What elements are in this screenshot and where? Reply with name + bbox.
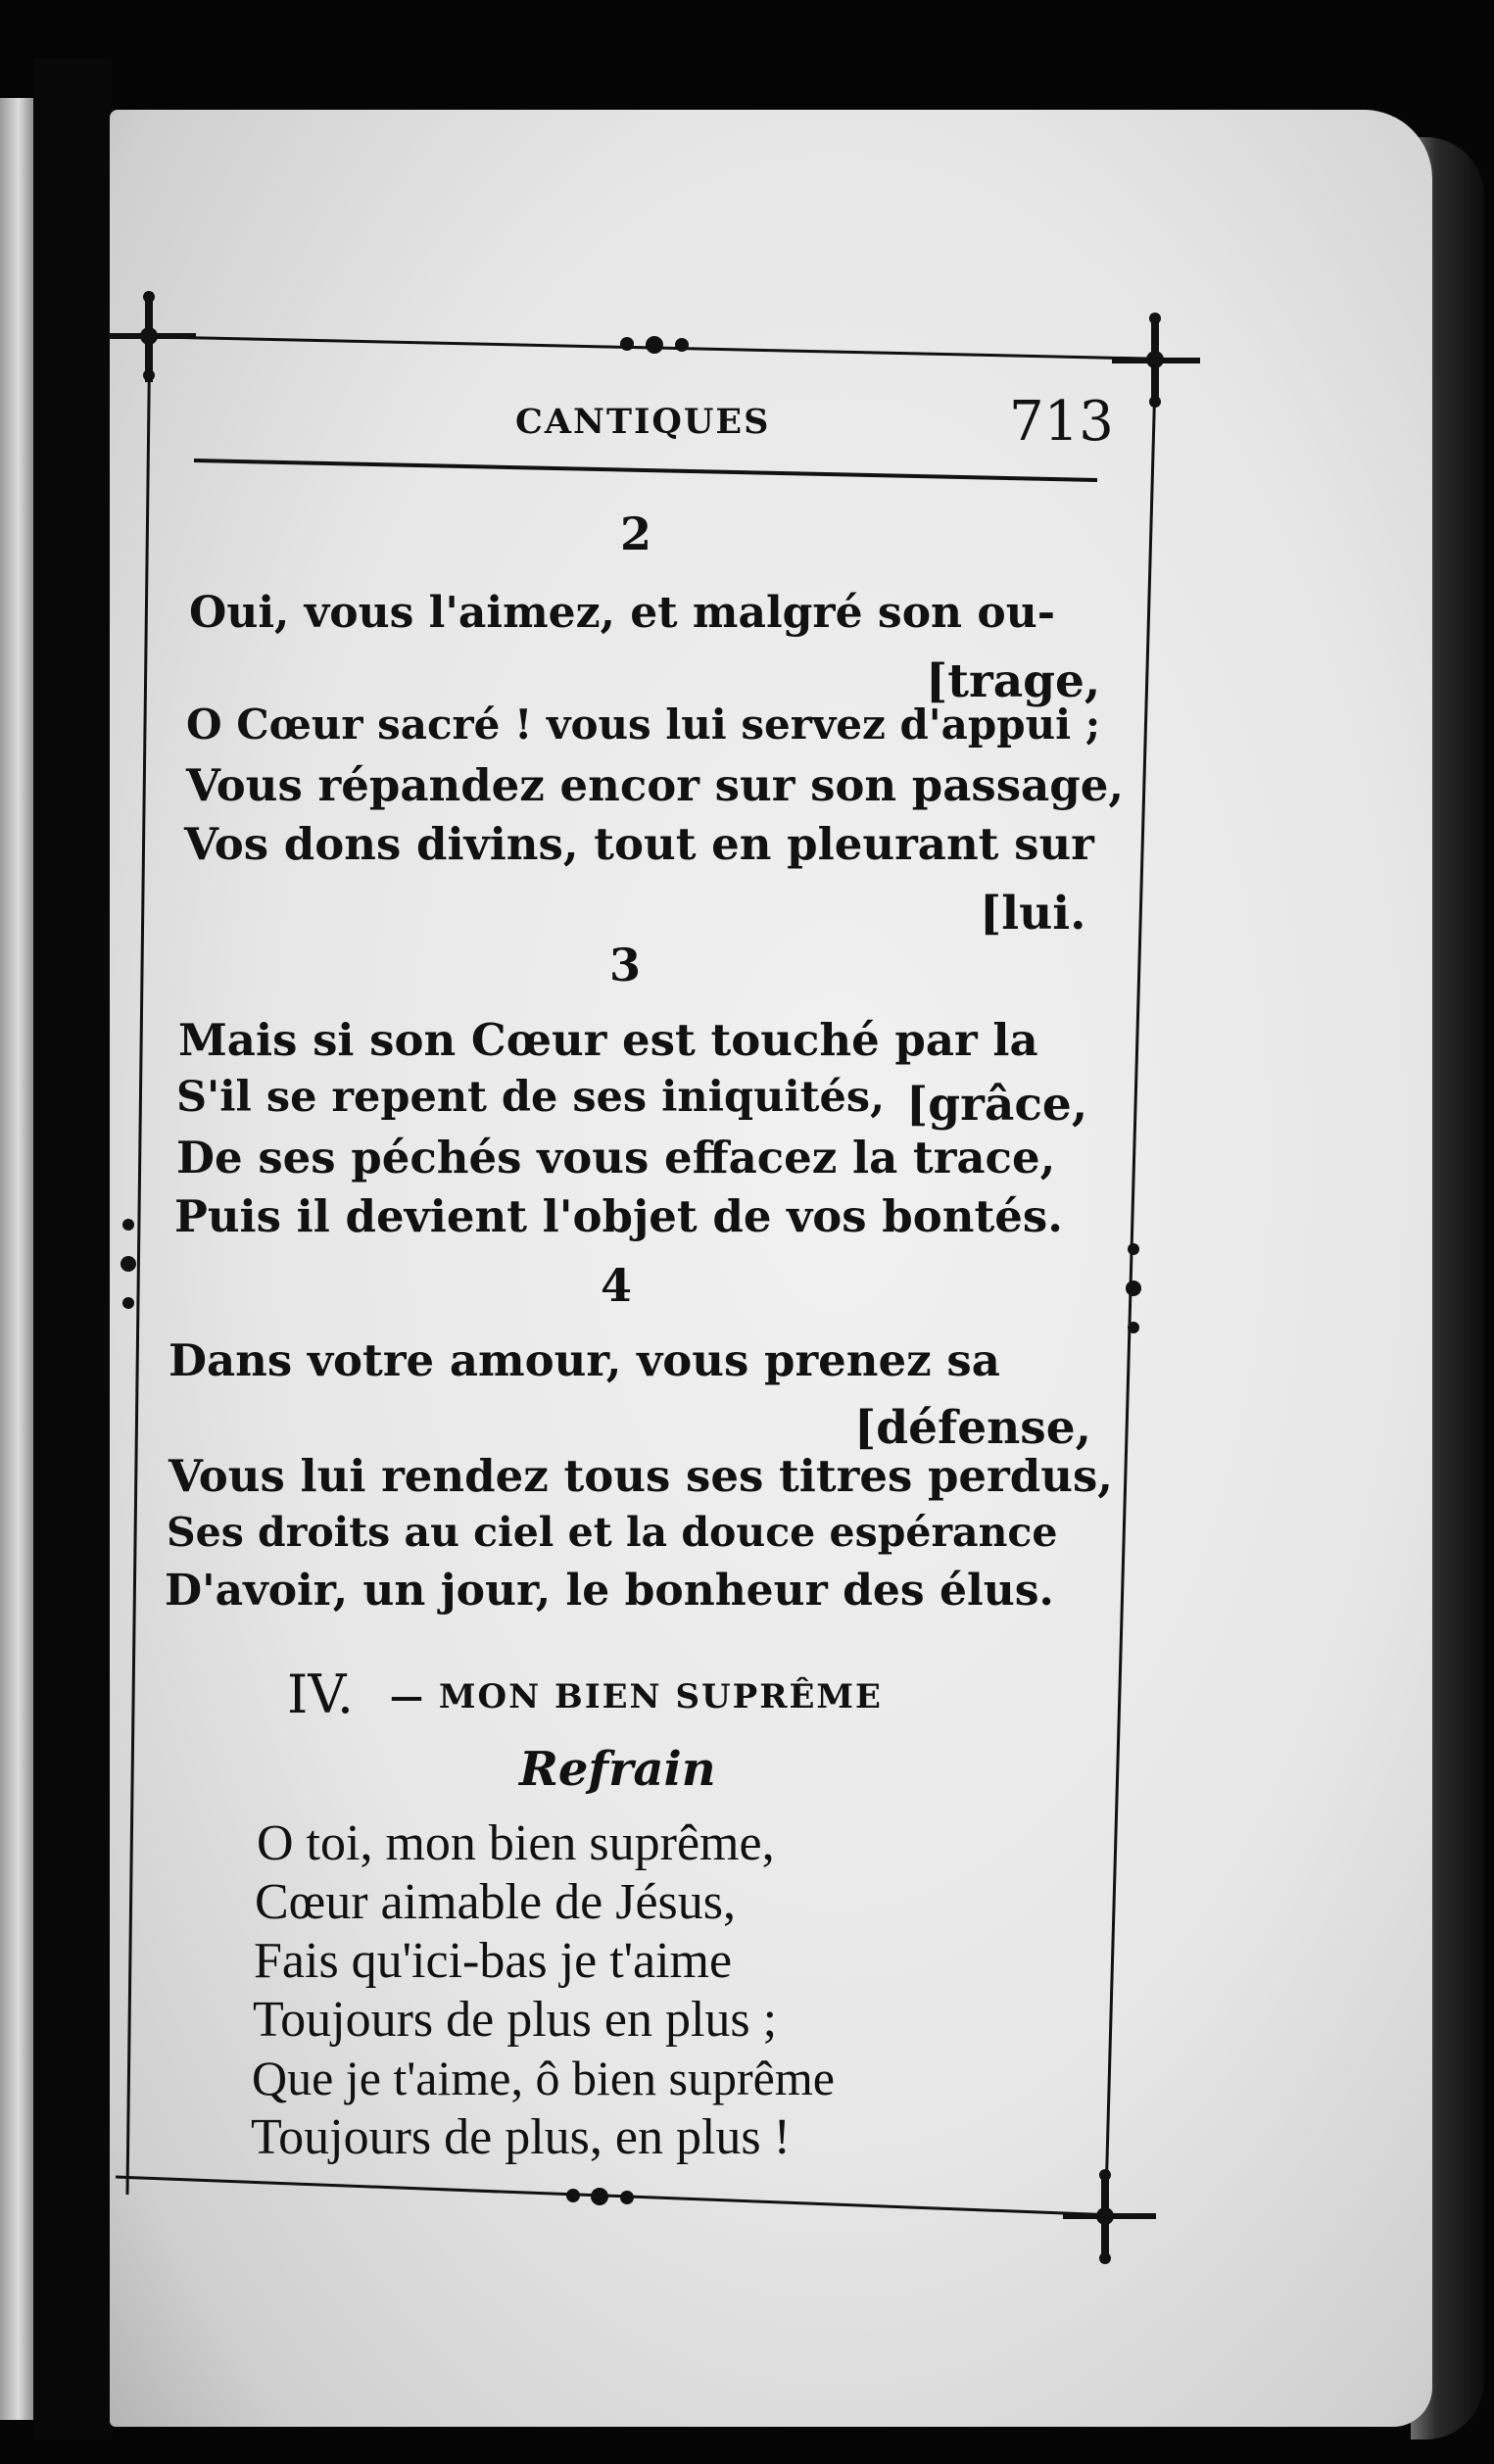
refrain-line: Cœur aimable de Jésus,	[255, 1874, 737, 1930]
verse-line: Oui, vous l'aimez, et malgré son ou-	[189, 588, 1055, 638]
verse-line: Mais si son Cœur est touché par la	[178, 1014, 1038, 1066]
verse-line: Ses droits au ciel et la douce espérance	[167, 1509, 1058, 1556]
corner-ornament-top-left	[108, 291, 196, 382]
verse-line: [lui.	[980, 887, 1086, 941]
refrain-line: Toujours de plus, en plus !	[251, 2109, 791, 2165]
corner-ornament-bottom-right	[1063, 2169, 1156, 2264]
refrain-line: Toujours de plus en plus ;	[253, 1992, 778, 2048]
section-title: — MON BIEN SUPRÊME	[390, 1677, 883, 1716]
rule-ornament-bottom	[566, 2188, 634, 2205]
verse-line: [grâce,	[906, 1078, 1088, 1132]
rule-ornament-top	[620, 336, 689, 354]
verse-line: Vous répandez encor sur son passage,	[186, 759, 1125, 811]
verse-line: S'il se repent de ses iniquités,	[176, 1073, 886, 1122]
verse-line: [trage,	[926, 654, 1101, 708]
refrain-line: O toi, mon bien suprême,	[257, 1815, 775, 1871]
stanza-number: 2	[620, 507, 652, 560]
refrain-label: Refrain	[519, 1742, 716, 1797]
stanza-number: 4	[601, 1259, 633, 1312]
verse-line: O Cœur sacré ! vous lui servez d'appui ;	[186, 701, 1101, 749]
verse-line: D'avoir, un jour, le bonheur des élus.	[165, 1566, 1054, 1616]
page-number: 713	[1009, 390, 1114, 454]
side-ornament-left	[120, 1219, 136, 1309]
stanza-number: 3	[609, 939, 642, 991]
refrain-line: Que je t'aime, ô bien suprême	[252, 2051, 835, 2105]
verse-line: Dans votre amour, vous prenez sa	[169, 1334, 1000, 1386]
verse-line: Puis il devient l'objet de vos bontés.	[174, 1190, 1063, 1242]
verse-line: De ses péchés vous effacez la trace,	[176, 1132, 1056, 1184]
refrain-line: Fais qu'ici-bas je t'aime	[254, 1933, 733, 1989]
verse-line: [défense,	[854, 1401, 1092, 1455]
verse-line: Vous lui rendez tous ses titres perdus,	[169, 1450, 1113, 1502]
corner-ornament-top-right	[1112, 313, 1200, 408]
side-ornament-right	[1126, 1243, 1141, 1333]
section-numeral: IV.	[287, 1664, 355, 1725]
running-head: CANTIQUES	[515, 402, 771, 442]
verse-line: Vos dons divins, tout en pleurant sur	[184, 818, 1094, 870]
